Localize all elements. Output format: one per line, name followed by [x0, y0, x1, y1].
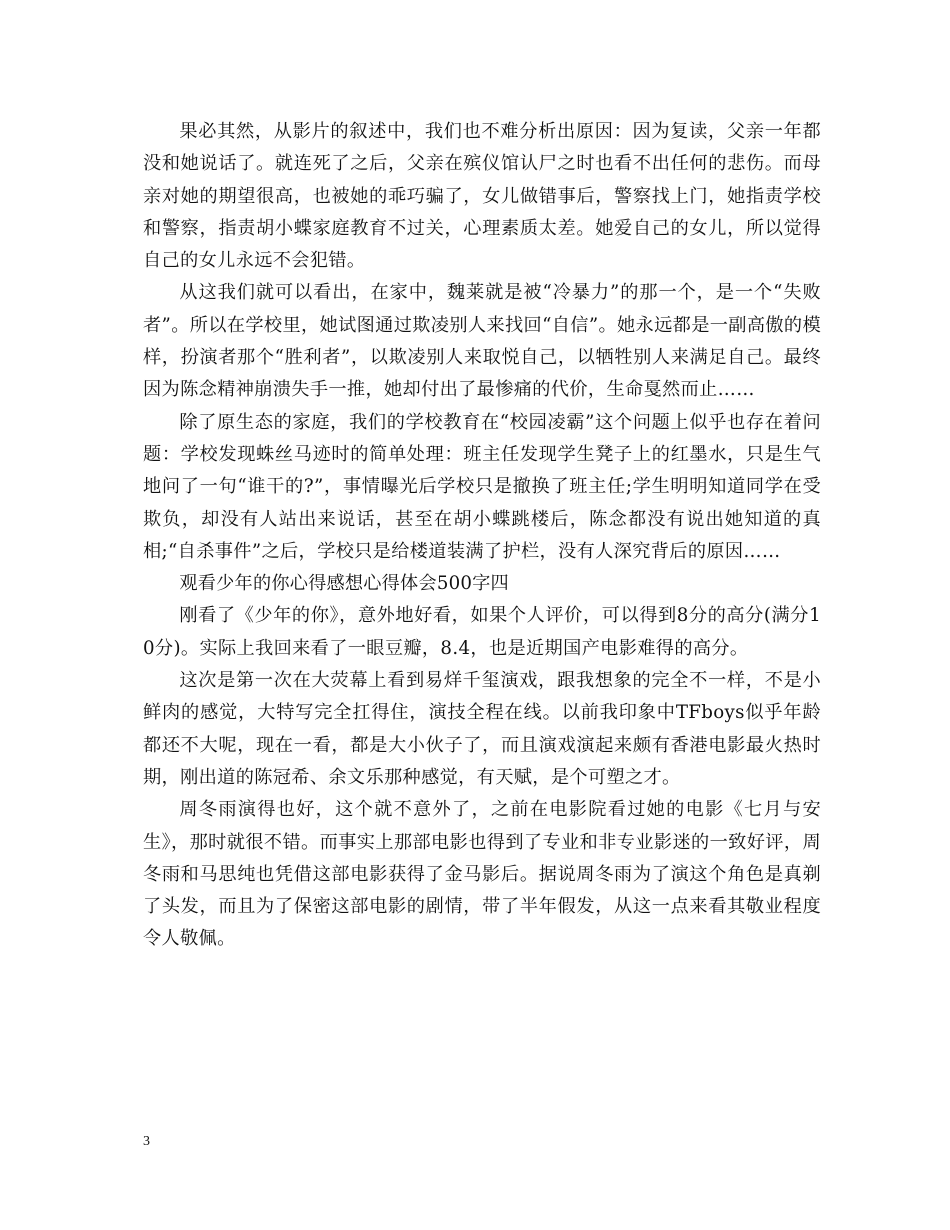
paragraph-actress-review: 周冬雨演得也好，这个就不意外了，之前在电影院看过她的电影《七月与安生》，那时就很不错。而事实上那部电影也得到了专业和非专业影迷的一致好评，周冬雨和马思纯也凭借这部电影获得了金马影后。据说周冬雨为了演这个角色是真剃了头发，而且为了保密这部电影的剧情，带了半年假发，从这一点来看其敬业程度令人敬佩。 [143, 799, 821, 950]
paragraph-family-analysis: 果必其然，从影片的叙述中，我们也不难分析出原因：因为复读，父亲一年都没和她说话了。就连死了之后，父亲在殡仪馆认尸之时也看不出任何的悲伤。而母亲对她的期望很高，也被她的乖巧骗了，女儿做错事后，警察找上门，她指责学校和警察，指责胡小蝶家庭教育不过关，心理素质太差。她爱自己的女儿，所以觉得自己的女儿永远不会犯错。 [143, 121, 821, 272]
paragraph-cold-violence: 从这我们就可以看出，在家中，魏莱就是被“冷暴力”的那一个，是一个“失败者”。所以在学校里，她试图通过欺凌别人来找回“自信”。她永远都是一副高傲的模样，扮演者那个“胜利者”，以欺凌别人来取悦自己，以牺牲别人来满足自己。最终因为陈念精神崩溃失手一推，她却付出了最惨痛的代价，生命戛然而止…… [143, 282, 821, 401]
paragraph-actor-review: 这次是第一次在大荧幕上看到易烊千玺演戏，跟我想象的完全不一样，不是小鲜肉的感觉，大特写完全扛得住，演技全程在线。以前我印象中TFboys似乎年龄都还不大呢，现在一看，都是大小伙子了，而且演戏演起来颇有香港电影最火热时期，刚出道的陈冠希、余文乐那种感觉，有天赋，是个可塑之才。 [143, 670, 821, 788]
section-heading: 观看少年的你心得感想心得体会500字四 [179, 573, 509, 595]
paragraph-school-education: 除了原生态的家庭，我们的学校教育在“校园凌霸”这个问题上似乎也存在着问题：学校发现蛛丝马迹时的简单处理：班主任发现学生凳子上的红墨水，只是生气地问了一句“谁干的?”，事情曝光后学校只是撤换了班主任;学生明明知道同学在受欺负，却没有人站出来说话，甚至在胡小蝶跳楼后，陈念都没有说出她知道的真相;“自杀事件”之后，学校只是给楼道装满了护栏，没有人深究背后的原因…… [143, 411, 821, 562]
body-text [143, 116, 821, 956]
page-number: 3 [143, 1134, 150, 1149]
paragraph-first-impression: 刚看了《少年的你》，意外地好看，如果个人评价，可以得到8分的高分(满分10分)。实际上我回来看了一眼豆瓣，8.4，也是近期国产电影难得的高分。 [143, 605, 821, 659]
